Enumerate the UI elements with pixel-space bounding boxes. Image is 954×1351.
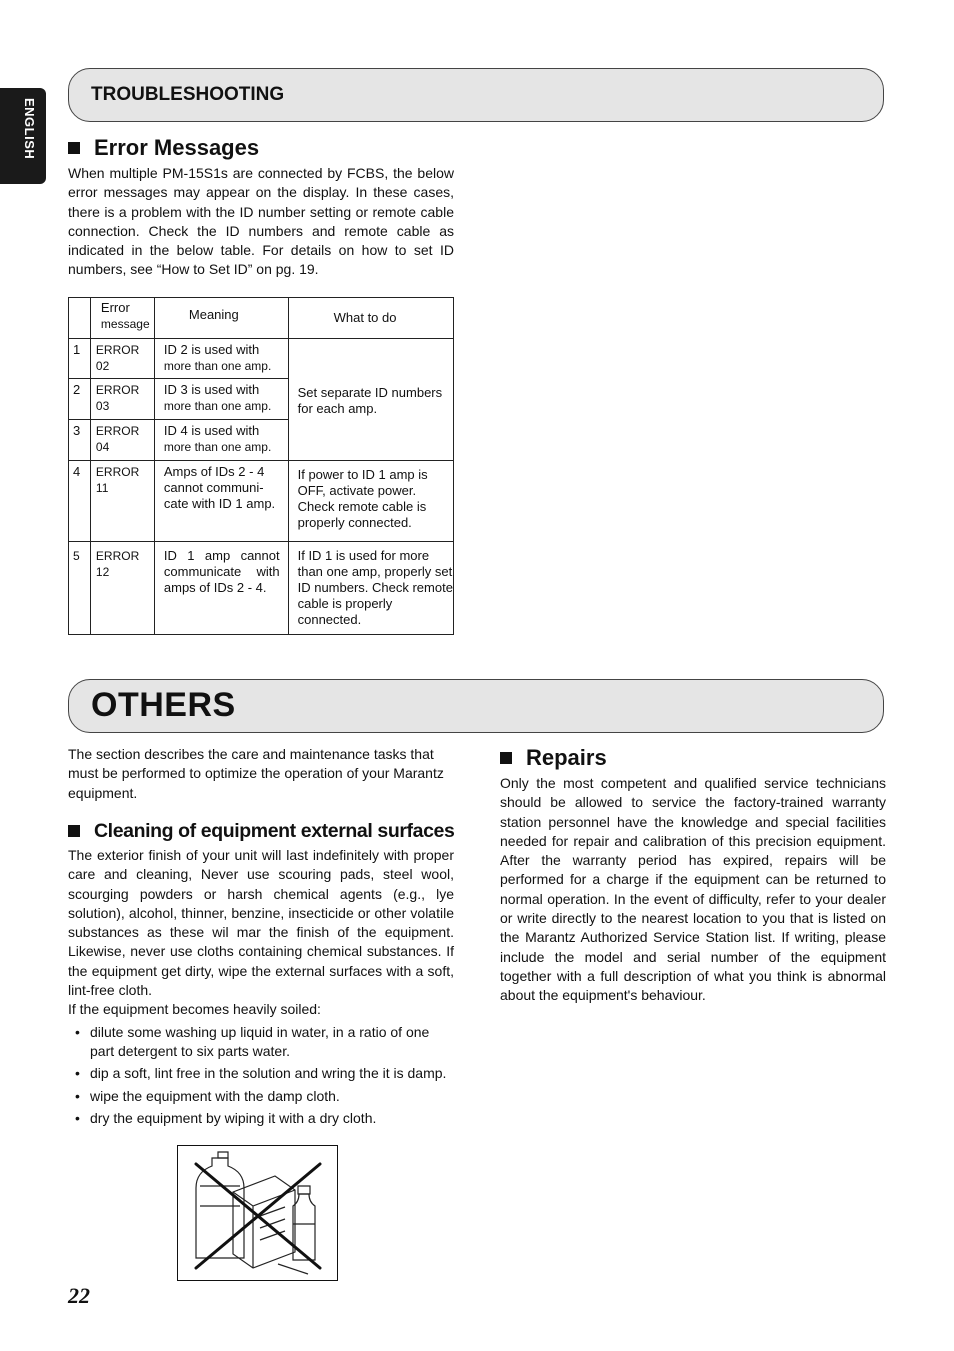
table-row: 3 ERROR 04 ID 4 is used with more than one amp.: [69, 420, 454, 461]
troubleshooting-title: TROUBLESHOOTING: [91, 84, 285, 105]
table-header-row: [69, 298, 454, 339]
what-to-do-ids: Set separate ID numbers for each amp.: [288, 339, 453, 461]
repairs-heading: [500, 745, 607, 771]
no-chemical-cleaners-icon: [178, 1146, 336, 1279]
repairs-body: Only the most competent and qualified service technicians should be allowed to service the factory-trained warranty station personnel have the knowledge and special facilities needed for repair and calibration of this precision equipment. After the warranty period has expired, repairs will be performed for a charge if the equipment can be returned to normal operation. In the event of difficulty, refer to your dealer or write directly to the nearest location to you that is listed on the Marantz Authorized Service Station list. If writing, please include the model and serial number of the equipment together with a full description of what you think is abnormal about the equipment's behaviour.: [500, 775, 886, 1004]
cleaning-heading: [68, 818, 454, 844]
table-row: 1 ERROR 02 ID 2 is used with more than one amp. Set separate ID numbers for each amp.: [69, 339, 454, 379]
list-item: • dilute some washing up liquid in water, in a ratio of one part detergent to six parts water.: [68, 1023, 454, 1062]
cleaning-body: The exterior finish of your unit will last indefinitely with proper care and cleaning, Never use scouring pads, steel wool, scourging powders or harsh chemical agents (e.g., lye solution), alcohol, thinner, benzine, insecticide or other volatile substances as these wil mar the finish of the equipment. Likewise, never use cloths containing chemical substances. If the equipment get dirty, wipe the external surfaces with a soft, lint-free cloth.: [68, 847, 454, 999]
error-table: [68, 297, 454, 635]
cleaning-title: Cleaning of equipment external surfaces: [94, 819, 455, 842]
error-messages-heading: [68, 135, 259, 161]
square-bullet-icon: [68, 825, 80, 837]
no-chemical-cleaners-illustration: [177, 1145, 338, 1281]
repairs-title: Repairs: [526, 745, 607, 770]
others-intro: The section describes the care and maintenance tasks that must be performed to optimize the operation of your Marantz equipment.: [68, 746, 444, 801]
header-meaning: Meaning: [154, 298, 288, 339]
list-item: • dry the equipment by wiping it with a dry cloth.: [68, 1109, 454, 1128]
square-bullet-icon: [500, 752, 512, 764]
table-row: 2 ERROR 03 ID 3 is used with more than one amp.: [69, 379, 454, 420]
soiled-label: If the equipment becomes heavily soiled:: [68, 1001, 321, 1018]
language-tab-label: ENGLISH: [22, 98, 37, 160]
error-messages-intro: When multiple PM-15S1s are connected by FCBS, the below error messages may appear on the display. In these cases, there is a problem with the ID number setting or remote cable connection. Check the ID numbers and remote cable as indicated in the below table. For details on how to set ID numbers, see “How to Set ID” on pg. 19.: [68, 165, 454, 278]
list-item: • wipe the equipment with the damp cloth.: [68, 1087, 454, 1106]
cleaning-section: [68, 846, 454, 1131]
others-banner: [68, 679, 884, 733]
list-item: • dip a soft, lint free in the solution and wring the it is damp.: [68, 1064, 454, 1083]
header-what: What to do: [288, 298, 453, 339]
page-number: 22: [68, 1283, 90, 1308]
table-row: 5 ERROR 12 ID 1 amp cannot communicate with amps of IDs 2 - 4. If ID 1 is used for more than one amp, properly set ID numbers. Check remote cable is properly connected.: [69, 542, 454, 635]
header-num: [69, 298, 91, 339]
header-error: Error message: [90, 298, 154, 339]
error-messages-title: Error Messages: [94, 135, 260, 160]
square-bullet-icon: [68, 142, 80, 154]
table-row: 4 ERROR 11 Amps of IDs 2 - 4 cannot communi-cate with ID 1 amp. If power to ID 1 amp is OFF, activate power. Check remote cable is properly connected.: [69, 461, 454, 542]
troubleshooting-banner: [68, 68, 884, 122]
language-tab: [0, 88, 46, 184]
cleaning-steps: [68, 1023, 454, 1128]
others-title: OTHERS: [91, 686, 236, 724]
